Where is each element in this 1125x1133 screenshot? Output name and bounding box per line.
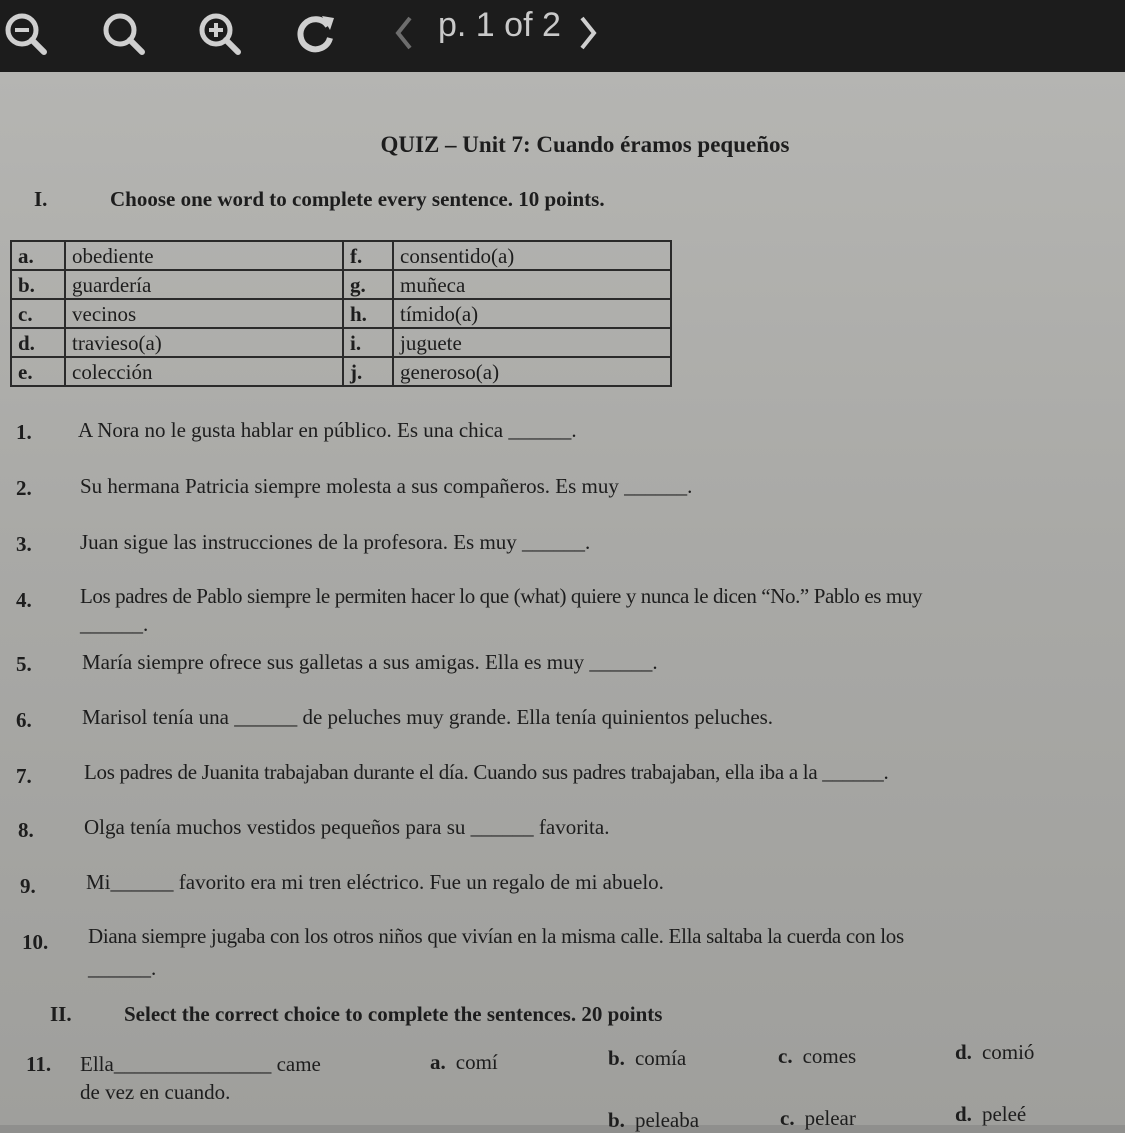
choice-b[interactable]: [608, 1046, 686, 1071]
word-letter: g.: [343, 270, 393, 299]
section1-instruction: Choose one word to complete every sentence. 10 points.: [110, 187, 605, 211]
question-text: Juan sigue las instrucciones de la profesora. Es muy ______.: [80, 530, 591, 554]
chevron-right-icon[interactable]: [566, 10, 612, 56]
question-number: 7.: [16, 764, 32, 788]
choice-b-partial[interactable]: [608, 1108, 699, 1133]
choice-text: peleaba: [634, 1108, 700, 1132]
choice-c-partial[interactable]: [780, 1106, 856, 1131]
question-number: 6.: [16, 708, 32, 732]
question-text: Ella_______________ came: [80, 1052, 321, 1076]
choice-letter: c.: [778, 1044, 793, 1068]
choice-a[interactable]: [430, 1050, 498, 1075]
question-text-continued: ______.: [88, 956, 157, 980]
word-option: guardería: [65, 270, 343, 299]
chevron-left-icon[interactable]: [384, 10, 430, 56]
word-bank-row: [11, 270, 671, 299]
word-bank-row: [11, 241, 671, 270]
word-letter: j.: [343, 357, 393, 386]
question-text: Los padres de Juanita trabajaban durante el día. Cuando sus padres trabajaban, ella iba a la ______.: [84, 760, 889, 784]
question-text: Olga tenía muchos vestidos pequeños para su ______ favorita.: [84, 815, 610, 839]
choice-text: comes: [802, 1044, 857, 1068]
choice-letter: b.: [608, 1108, 625, 1132]
question-number: 10.: [22, 930, 49, 954]
question-number: 3.: [16, 532, 32, 556]
question-text: Su hermana Patricia siempre molesta a sus compañeros. Es muy ______.: [80, 474, 693, 498]
word-option: generoso(a): [393, 357, 671, 386]
question-text: Mi______ favorito era mi tren eléctrico. Fue un regalo de mi abuelo.: [86, 870, 664, 894]
choice-text: comía: [634, 1046, 687, 1070]
word-option: colección: [65, 357, 343, 386]
question-number: 2.: [16, 476, 32, 500]
choice-text: comió: [981, 1040, 1035, 1064]
section2-instruction: Select the correct choice to complete the sentences. 20 points: [124, 1002, 663, 1026]
word-bank-row: [11, 357, 671, 386]
choice-letter: c.: [780, 1106, 795, 1130]
word-option: muñeca: [393, 270, 671, 299]
question-text-continued: de vez en cuando.: [80, 1080, 231, 1104]
zoom-in-icon[interactable]: [196, 10, 242, 56]
word-letter: d.: [11, 328, 65, 357]
word-letter: i.: [343, 328, 393, 357]
choice-c[interactable]: [778, 1044, 856, 1069]
quiz-title: QUIZ – Unit 7: Cuando éramos pequeños: [380, 132, 790, 157]
word-letter: e.: [11, 357, 65, 386]
word-letter: h.: [343, 299, 393, 328]
question-number: 11.: [26, 1052, 52, 1076]
word-option: vecinos: [65, 299, 343, 328]
question-text: Los padres de Pablo siempre le permiten hacer lo que (what) quiere y nunca le dicen “No.” Pablo es muy: [80, 584, 923, 608]
choice-letter: d.: [955, 1102, 972, 1126]
word-letter: c.: [11, 299, 65, 328]
word-option: juguete: [393, 328, 671, 357]
word-letter: f.: [343, 241, 393, 270]
refresh-icon[interactable]: [292, 10, 338, 56]
search-icon[interactable]: [100, 10, 146, 56]
question-text: A Nora no le gusta hablar en público. Es una chica ______.: [78, 418, 577, 442]
viewer-toolbar: [0, 0, 1125, 72]
question-number: 1.: [16, 420, 32, 444]
choice-d-partial[interactable]: [955, 1102, 1026, 1127]
question-text: Marisol tenía una ______ de peluches muy grande. Ella tenía quinientos peluches.: [82, 705, 774, 729]
zoom-out-icon[interactable]: [2, 10, 48, 56]
choice-d[interactable]: [955, 1040, 1034, 1065]
question-text: Diana siempre jugaba con los otros niños que vivían en la misma calle. Ella saltaba la cuerda con los: [88, 924, 904, 948]
choice-text: comí: [455, 1050, 498, 1074]
section1-numeral: I.: [34, 187, 48, 211]
question-number: 5.: [16, 652, 32, 676]
document-page: [0, 72, 1125, 1132]
choice-letter: b.: [608, 1046, 625, 1070]
word-option: travieso(a): [65, 328, 343, 357]
word-option: obediente: [65, 241, 343, 270]
word-bank-row: [11, 299, 671, 328]
choice-letter: d.: [955, 1040, 972, 1064]
question-number: 8.: [18, 818, 34, 842]
question-number: 9.: [20, 874, 36, 898]
section2-numeral: II.: [50, 1002, 72, 1026]
question-number: 4.: [16, 588, 32, 612]
question-text: María siempre ofrece sus galletas a sus amigas. Ella es muy ______.: [82, 650, 658, 674]
choice-letter: a.: [430, 1050, 446, 1074]
word-option: tímido(a): [393, 299, 671, 328]
word-bank-table: [10, 240, 672, 387]
page-indicator: p. 1 of 2: [438, 6, 561, 44]
choice-text: pelear: [804, 1106, 856, 1130]
word-letter: b.: [11, 270, 65, 299]
word-letter: a.: [11, 241, 65, 270]
word-option: consentido(a): [393, 241, 671, 270]
choice-text: peleé: [981, 1102, 1027, 1126]
word-bank-row: [11, 328, 671, 357]
question-text-continued: ______.: [80, 612, 149, 636]
